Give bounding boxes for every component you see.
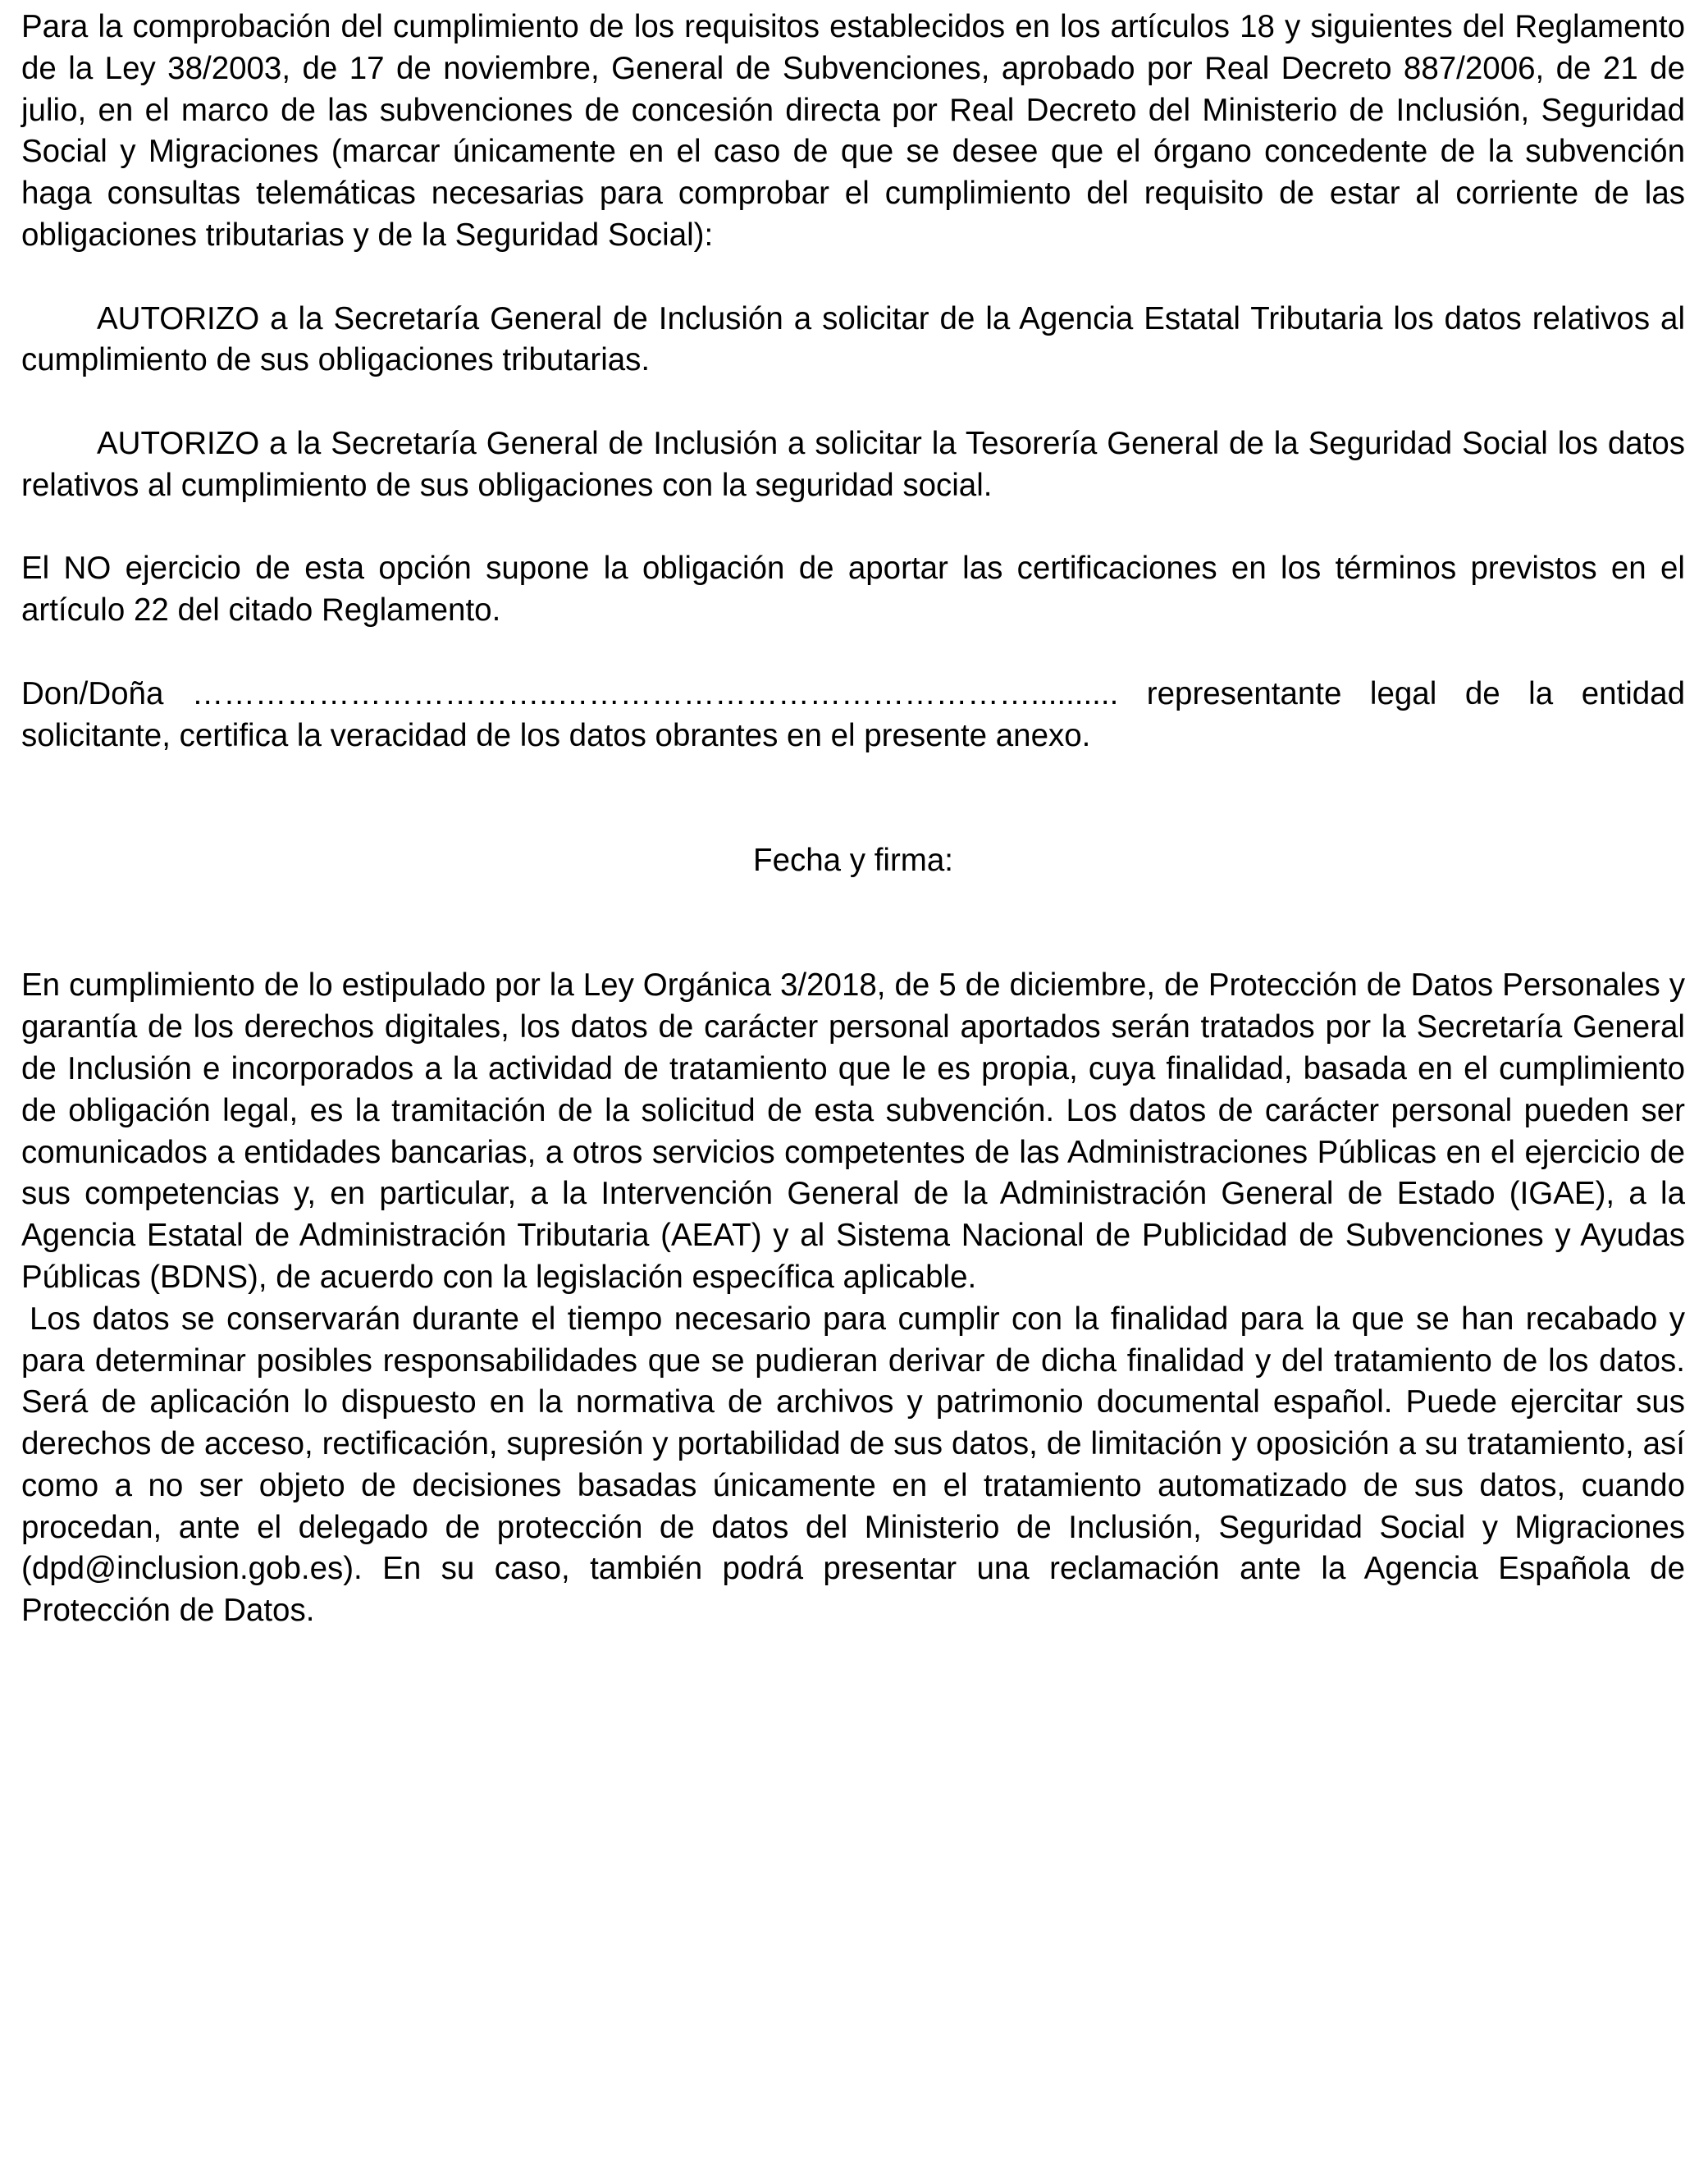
date-signature-label: Fecha y firma: xyxy=(753,842,953,878)
data-protection-paragraph-2: Los datos se conservarán durante el tiempo necesario para cumplir con la finalidad para la que se han recabado y para determinar posibles responsabilidades que se pudieran derivar de dicha finalidad y del tratamiento de los datos. Será de aplicación lo dispuesto en la normativa de archivos y patrimonio documental español. Puede ejercitar sus derechos de acceso, rectificación, supresión y portabilidad de sus datos, de limitación y oposición a su tratamiento, así como a no ser objeto de decisiones basadas únicamente en el tratamiento automatizado de sus datos, cuando procedan, ante el delegado de protección de datos del Ministerio de Inclusión, Seguridad Social y Migraciones (dpd@inclusion.gob.es). En su caso, también podrá presentar una reclamación ante la Agencia Española de Protección de Datos. xyxy=(21,1301,1685,1629)
authorization-tax-paragraph: AUTORIZO a la Secretaría General de Inclusión a solicitar de la Agencia Estatal Tributaria los datos relativos al cumplimiento de sus obligaciones tributarias. xyxy=(21,300,1685,378)
no-option-note-paragraph: El NO ejercicio de esta opción supone la obligación de aportar las certificaciones en los términos previstos en el artículo 22 del citado Reglamento. xyxy=(21,551,1685,629)
authorization-social-security-paragraph: AUTORIZO a la Secretaría General de Inclusión a solicitar la Tesorería General de la Seguridad Social los datos relativos al cumplimiento de sus obligaciones con la seguridad social. xyxy=(21,425,1685,503)
document-page xyxy=(21,7,1685,1632)
representative-certification-paragraph: Don/Doña ……………………………..……………………………………….......... representante legal de la entidad solicitante, certifica la veracidad de los datos obrantes en el presente anexo. xyxy=(21,675,1685,753)
data-protection-paragraph-1: En cumplimiento de lo estipulado por la Ley Orgánica 3/2018, de 5 de diciembre, de Protección de Datos Personales y garantía de los derechos digitales, los datos de carácter personal aportados serán tratados por la Secretaría General de Inclusión e incorporados a la actividad de tratamiento que le es propia, cuya finalidad, basada en el cumplimiento de obligación legal, es la tramitación de la solicitud de esta subvención. Los datos de carácter personal pueden ser comunicados a entidades bancarias, a otros servicios competentes de las Administraciones Públicas en el ejercicio de sus competencias y, en particular, a la Intervención General de la Administración General de Estado (IGAE), a la Agencia Estatal de Administración Tributaria (AEAT) y al Sistema Nacional de Publicidad de Subvenciones y Ayudas Públicas (BDNS), de acuerdo con la legislación específica aplicable. xyxy=(21,967,1685,1295)
intro-paragraph: Para la comprobación del cumplimiento de los requisitos establecidos en los artículos 18 y siguientes del Reglamento de la Ley 38/2003, de 17 de noviembre, General de Subvenciones, aprobado por Real Decreto 887/2006, de 21 de julio, en el marco de las subvenciones de concesión directa por Real Decreto del Ministerio de Inclusión, Seguridad Social y Migraciones (marcar únicamente en el caso de que se desee que el órgano concedente de la subvención haga consultas telemáticas necesarias para comprobar el cumplimiento del requisito de estar al corriente de las obligaciones tributarias y de la Seguridad Social): xyxy=(21,9,1685,253)
